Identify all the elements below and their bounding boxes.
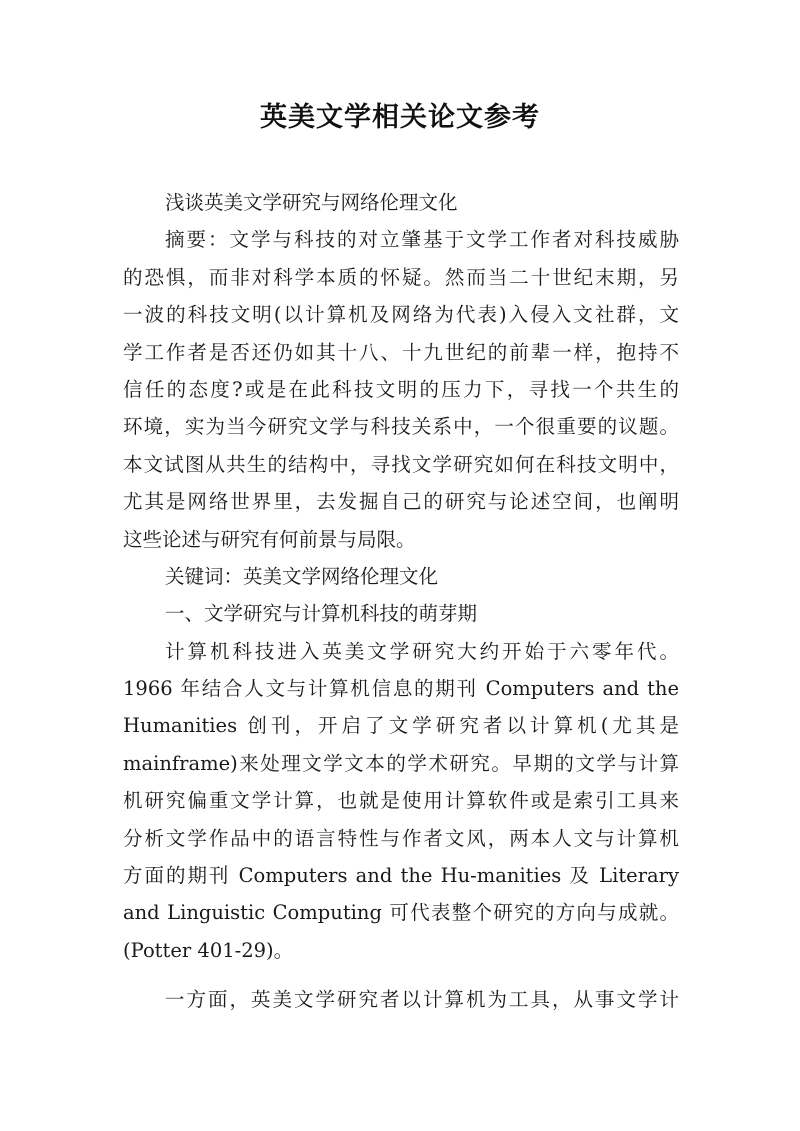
paragraph-line: 机研究偏重文学计算，也就是使用计算软件或是索引工具来 xyxy=(123,789,679,813)
abstract-line: 本文试图从共生的结构中，寻找文学研究如何在科技文明中， xyxy=(123,452,679,476)
abstract-line: 这些论述与研究有何前景与局限。 xyxy=(123,527,416,551)
section-heading: 一、文学研究与计算机科技的萌芽期 xyxy=(165,602,478,626)
article-subtitle: 浅谈英美文学研究与网络伦理文化 xyxy=(165,191,458,214)
paragraph-line: 一方面，英美文学研究者以计算机为工具，从事文学计 xyxy=(165,988,679,1012)
abstract-line: 的恐惧，而非对科学本质的怀疑。然而当二十世纪末期，另 xyxy=(123,265,679,289)
body-paragraph-2 xyxy=(123,981,679,1018)
paragraph-line: mainframe)来处理文学文本的学术研究。早期的文学与计算 xyxy=(123,751,679,775)
document-title: 英美文学相关论文参考 xyxy=(260,102,540,133)
abstract-line: 学工作者是否还仍如其十八、十九世纪的前辈一样，抱持不 xyxy=(123,340,679,364)
paragraph-line: (Potter 401-29)。 xyxy=(123,938,294,962)
abstract-line: 环境，实为当今研究文学与科技关系中，一个很重要的议题。 xyxy=(123,415,679,439)
abstract-line: 尤其是网络世界里，去发掘自己的研究与论述空间，也阐明 xyxy=(123,490,679,514)
paragraph-line: 计算机科技进入英美文学研究大约开始于六零年代。 xyxy=(165,639,679,663)
abstract-line: 摘要：文学与科技的对立肇基于文学工作者对科技威胁 xyxy=(165,228,679,252)
abstract-paragraph xyxy=(123,221,679,558)
keywords-line: 关键词：英美文学网络伦理文化 xyxy=(165,564,439,588)
abstract-line: 一波的科技文明(以计算机及网络为代表)入侵入文社群，文 xyxy=(123,303,679,327)
paragraph-line: 1966 年结合人文与计算机信息的期刊 Computers and the xyxy=(123,677,679,701)
paragraph-spacer xyxy=(123,969,679,981)
paragraph-line: 方面的期刊 Computers and the Hu-manities 及 Literary xyxy=(123,864,679,888)
paragraph-line: and Linguistic Computing 可代表整个研究的方向与成就。 xyxy=(123,901,679,925)
body-paragraph-1 xyxy=(123,633,679,970)
paragraph-line: Humanities 创刊，开启了文学研究者以计算机(尤其是 xyxy=(123,714,679,738)
abstract-line: 信任的态度?或是在此科技文明的压力下，寻找一个共生的 xyxy=(123,377,679,401)
document-body xyxy=(123,184,679,1019)
paragraph-line: 分析文学作品中的语言特性与作者文风，两本人文与计算机 xyxy=(123,826,679,850)
